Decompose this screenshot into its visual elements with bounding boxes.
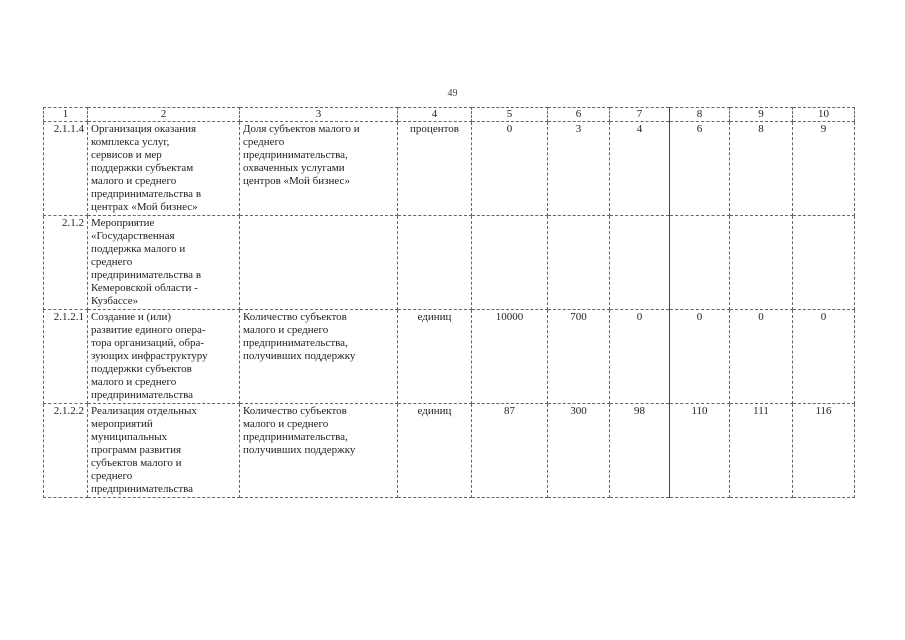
row-value-9: 0: [730, 310, 793, 404]
row-value-9: 111: [730, 404, 793, 498]
row-value-10: 9: [793, 122, 855, 216]
row-value-10: 0: [793, 310, 855, 404]
row-unit: [398, 216, 472, 310]
table-row: [44, 404, 855, 498]
row-value-5: 0: [472, 122, 548, 216]
header-col-2: 2: [88, 108, 240, 122]
row-indicator: Количество субъектов малого и среднего предпринимательства, получивших поддержку: [240, 404, 398, 498]
row-indicator: Доля субъектов малого и среднего предпринимательства, охваченных услугами центров «Мой бизнес»: [240, 122, 398, 216]
row-code: 2.1.2: [44, 216, 88, 310]
header-col-6: 6: [548, 108, 610, 122]
row-value-8: 6: [670, 122, 730, 216]
row-value-7: 4: [610, 122, 670, 216]
header-row: [44, 108, 855, 122]
row-indicator: [240, 216, 398, 310]
table-row: [44, 216, 855, 310]
row-value-6: 3: [548, 122, 610, 216]
row-value-8: 110: [670, 404, 730, 498]
table-row: [44, 310, 855, 404]
row-value-6: [548, 216, 610, 310]
row-indicator: Количество субъектов малого и среднего предпринимательства, получивших поддержку: [240, 310, 398, 404]
header-col-1: 1: [44, 108, 88, 122]
row-unit: единиц: [398, 310, 472, 404]
row-value-5: [472, 216, 548, 310]
row-value-8: 0: [670, 310, 730, 404]
row-unit: единиц: [398, 404, 472, 498]
row-value-7: [610, 216, 670, 310]
row-value-8: [670, 216, 730, 310]
row-code: 2.1.1.4: [44, 122, 88, 216]
row-value-7: 98: [610, 404, 670, 498]
row-value-6: 300: [548, 404, 610, 498]
table-row: [44, 122, 855, 216]
header-col-9: 9: [730, 108, 793, 122]
row-name: Создание и (или) развитие единого опера- тора организаций, обра- зующих инфраструктуру поддержки субъектов малого и среднего предпринимательства: [88, 310, 240, 404]
header-col-10: 10: [793, 108, 855, 122]
page-number: 49: [447, 88, 458, 99]
row-value-5: 87: [472, 404, 548, 498]
header-col-4: 4: [398, 108, 472, 122]
row-code: 2.1.2.1: [44, 310, 88, 404]
header-col-3: 3: [240, 108, 398, 122]
row-name: Организация оказания комплекса услуг, сервисов и мер поддержки субъектам малого и среднего предпринимательства в центрах «Мой бизнес»: [88, 122, 240, 216]
row-value-9: [730, 216, 793, 310]
row-value-10: [793, 216, 855, 310]
header-col-5: 5: [472, 108, 548, 122]
row-name: Реализация отдельных мероприятий муниципальных программ развития субъектов малого и среднего предпринимательства: [88, 404, 240, 498]
indicators-table: [43, 107, 855, 498]
row-unit: процентов: [398, 122, 472, 216]
row-value-10: 116: [793, 404, 855, 498]
header-col-7: 7: [610, 108, 670, 122]
row-code: 2.1.2.2: [44, 404, 88, 498]
row-name: Мероприятие «Государственная поддержка малого и среднего предпринимательства в Кемеровской области - Кузбассе»: [88, 216, 240, 310]
header-col-8: 8: [670, 108, 730, 122]
row-value-6: 700: [548, 310, 610, 404]
row-value-9: 8: [730, 122, 793, 216]
row-value-7: 0: [610, 310, 670, 404]
row-value-5: 10000: [472, 310, 548, 404]
